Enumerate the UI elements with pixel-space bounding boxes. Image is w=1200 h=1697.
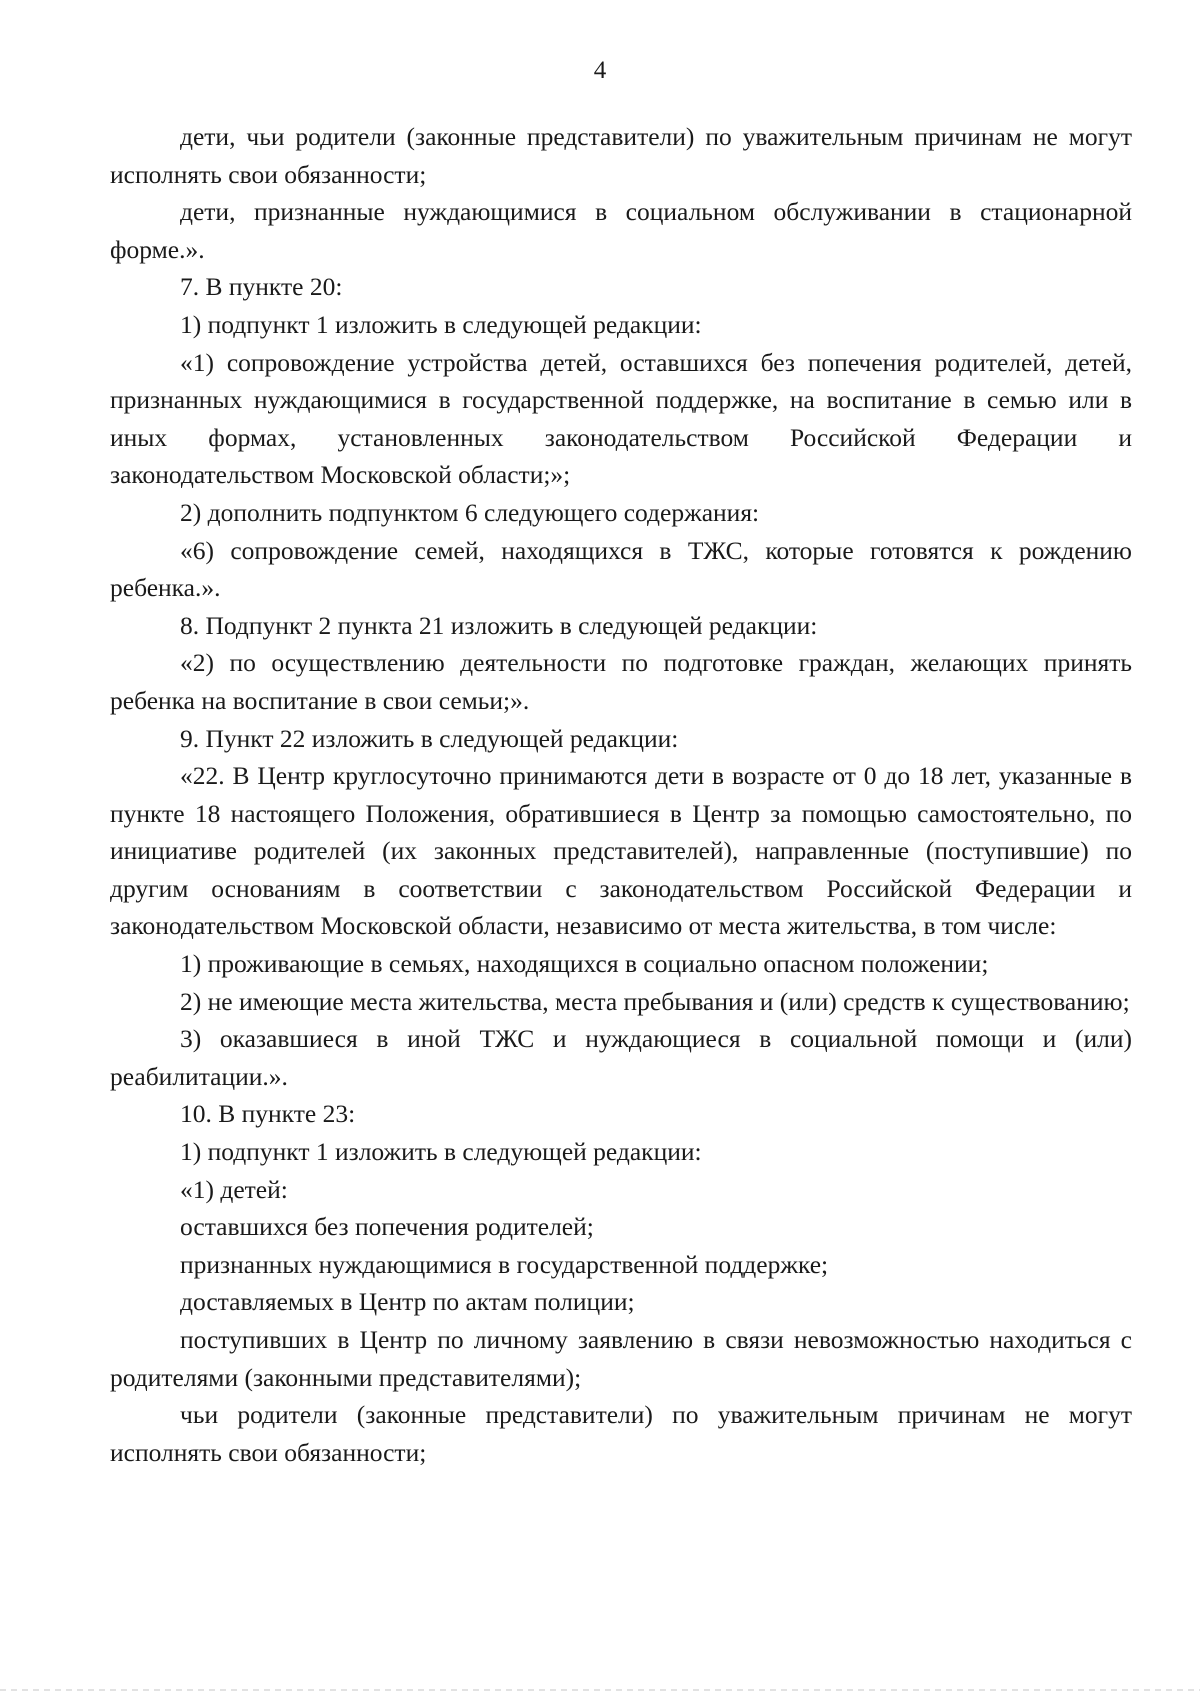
paragraph: дети, признанные нуждающимися в социальном обслуживании в стационарной форме.». — [110, 197, 1132, 264]
paragraph: 1) подпункт 1 изложить в следующей редакции: — [180, 309, 702, 339]
paragraph: 8. Подпункт 2 пункта 21 изложить в следующей редакции: — [180, 610, 818, 640]
paragraph: 2) не имеющие места жительства, места пребывания и (или) средств к существованию; — [180, 986, 1130, 1016]
paragraph: доставляемых в Центр по актам полиции; — [180, 1287, 635, 1317]
paragraph: 10. В пункте 23: — [180, 1099, 356, 1129]
paragraph: 9. Пункт 22 изложить в следующей редакции: — [180, 723, 679, 753]
paragraph: дети, чьи родители (законные представители) по уважительным причинам не могут исполнять свои обязанности; — [110, 122, 1132, 189]
paragraph: «1) детей: — [180, 1174, 288, 1204]
paragraph: 1) подпункт 1 изложить в следующей редакции: — [180, 1137, 702, 1167]
paragraph: «6) сопровождение семей, находящихся в ТЖС, которые готовятся к рождению ребенка.». — [110, 535, 1132, 603]
paragraph: 3) оказавшиеся в иной ТЖС и нуждающиеся в социальной помощи и (или) реабилитации.». — [110, 1024, 1132, 1091]
paragraph: 2) дополнить подпунктом 6 следующего содержания: — [180, 497, 760, 527]
page-number: 4 — [593, 57, 607, 84]
paragraph: признанных нуждающимися в государственной поддержке; — [180, 1249, 829, 1279]
paragraph: 7. В пункте 20: — [180, 272, 343, 302]
scan-edge-artifact — [0, 1689, 1200, 1691]
paragraph: поступивших в Центр по личному заявлению в связи невозможностью находиться с родителями (законными представителями); — [110, 1325, 1132, 1392]
document-body — [110, 118, 1132, 1471]
paragraph: чьи родители (законные представители) по уважительным причинам не могут исполнять свои обязанности; — [110, 1400, 1132, 1467]
paragraph: оставшихся без попечения родителей; — [180, 1212, 594, 1242]
paragraph: 1) проживающие в семьях, находящихся в социально опасном положении; — [180, 949, 989, 979]
paragraph: «2) по осуществлению деятельности по подготовке граждан, желающих принять ребенка на воспитание в свои семьи;». — [110, 648, 1132, 715]
paragraph: «22. В Центр круглосуточно принимаются дети в возрасте от 0 до 18 лет, указанные в пункте 18 настоящего Положения, обратившиеся в Центр за помощью самостоятельно, по инициативе родителей (их законных представителей), направленные (поступившие) по другим основаниям в соответствии с законодательством Российской Федерации и законодательством Московской области, независимо от места жительства, в том числе: — [110, 761, 1132, 941]
paragraph: «1) сопровождение устройства детей, оставшихся без попечения родителей, детей, признанных нуждающимися в государственной поддержке, на воспитание в семью или в иных формах, установленных законодательством Российской Федерации и законодательством Московской области;»; — [110, 347, 1132, 490]
